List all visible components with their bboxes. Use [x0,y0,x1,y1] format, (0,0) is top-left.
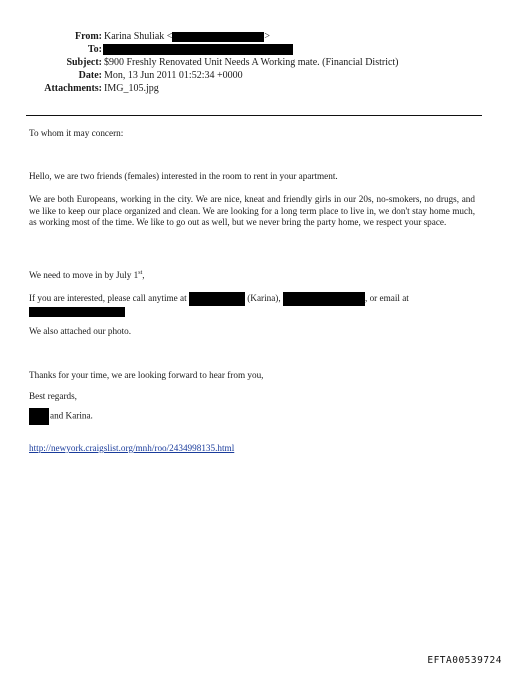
subject-label: Subject: [66,57,102,68]
date-value: Mon, 13 Jun 2011 01:52:34 +0000 [104,70,243,81]
signature-text: and Karina. [50,410,93,421]
salutation: To whom it may concern: [29,128,124,138]
thanks-line: Thanks for your time, we are looking forward to hear from you, [29,370,264,380]
move-in-text: We need to move in by July 1 [29,270,139,280]
subject-value: $900 Freshly Renovated Unit Needs A Working mate. (Financial District) [104,57,399,68]
photo-note: We also attached our photo. [29,326,132,336]
craigslist-link[interactable]: http://newyork.craigslist.org/mnh/roo/2434998135.html [29,443,235,453]
attachments-value: IMG_105.jpg [104,83,159,94]
email-redaction-line [29,306,475,318]
date-row [0,69,512,82]
contact-karina: (Karina), [247,293,281,304]
move-in-sup: st [138,269,143,276]
contact-line [29,292,475,306]
bates-number: EFTA00539724 [427,655,502,666]
email-header [0,30,512,95]
attachments-label: Attachments: [44,83,102,94]
from-row [0,30,512,43]
redaction-block [29,408,49,425]
from-close: > [264,31,271,42]
closing-line: Best regards, [29,391,77,401]
intro-paragraph: Hello, we are two friends (females) interested in the room to rent in your apartment. [29,171,338,181]
from-value: Karina Shuliak < [104,31,173,42]
redaction-block [172,32,264,42]
redaction-block [103,44,293,55]
date-label: Date: [78,70,102,81]
redaction-block [29,307,125,317]
attachments-row [0,82,512,95]
description-paragraph: We are both Europeans, working in the city. We are nice, kneat and friendly girls in our 20s, no-smokers, no drugs, and we like to keep our place organized and clean. We are looking for a long term place to live in, we don't stay home much, as working most of the time. We like to go out as well, but we never bring the party home, we respect your space. [29,194,475,227]
contact-email: , or email at [364,293,409,304]
header-divider [26,115,482,116]
subject-row [0,56,512,69]
move-in-suffix: , [142,270,145,280]
signature-line [29,408,475,425]
to-label: To: [87,44,102,55]
redaction-block [189,292,245,306]
to-row [0,43,512,56]
craigslist-link-line [29,443,475,455]
move-in-line [29,270,475,282]
redaction-block [283,292,365,306]
from-label: From: [74,31,102,42]
contact-prefix: If you are interested, please call anytime at [29,293,187,304]
